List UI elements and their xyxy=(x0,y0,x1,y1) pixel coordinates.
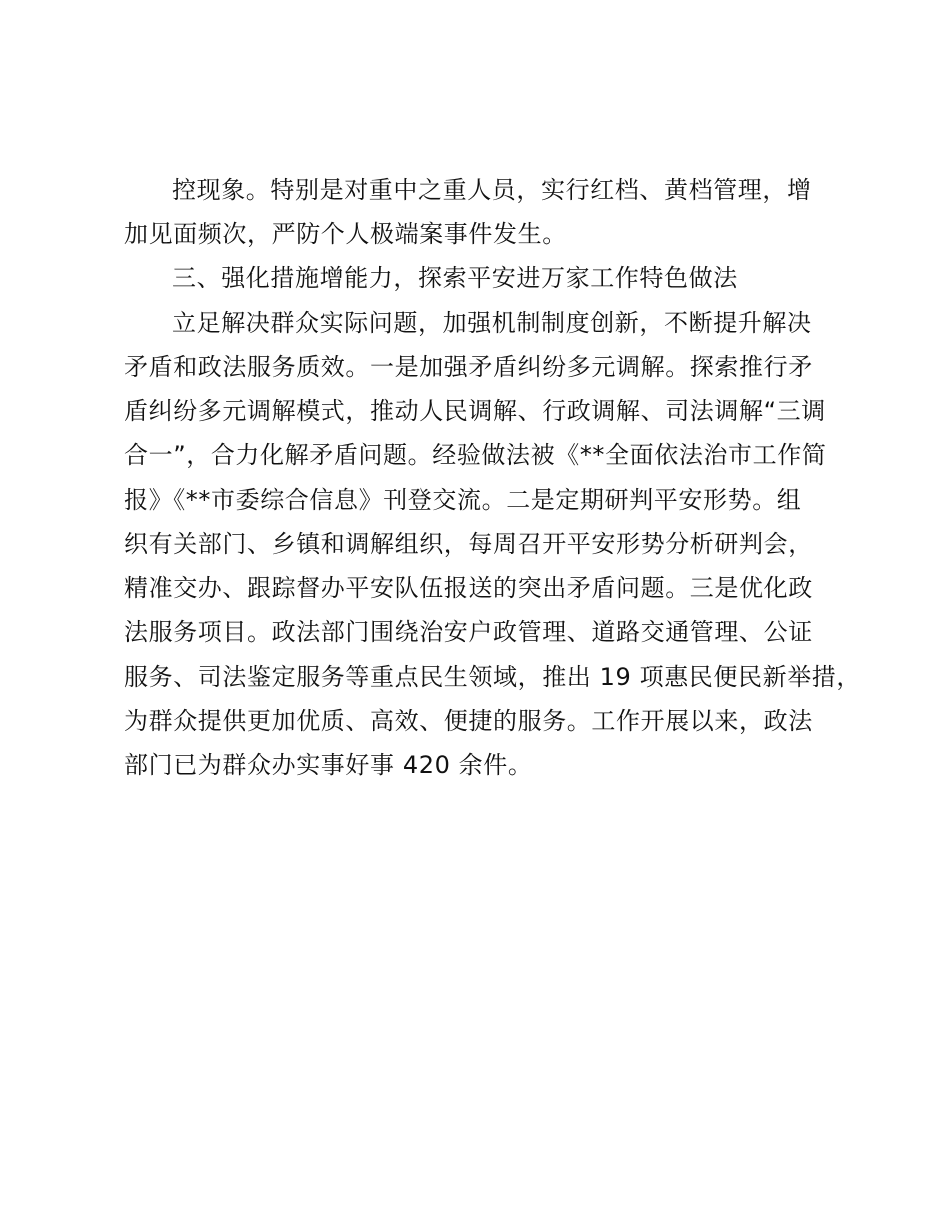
paragraph-line: 合一”，合力化解矛盾问题。经验做法被《**全面依法治市工作简 xyxy=(124,441,827,469)
paragraph-line: 盾纠纷多元调解模式，推动人民调解、行政调解、司法调解“三调 xyxy=(124,397,826,425)
paragraph-line: 控现象。特别是对重中之重人员，实行红档、黄档管理，增 xyxy=(172,176,812,204)
paragraph-line: 织有关部门、乡镇和调解组织，每周召开平安形势分析研判会， xyxy=(124,530,813,558)
paragraph-line: 精准交办、跟踪督办平安队伍报送的突出矛盾问题。三是优化政 xyxy=(124,574,813,602)
section-heading: 三、强化措施增能力，探索平安进万家工作特色做法 xyxy=(172,264,738,292)
paragraph-line: 为群众提供更加优质、高效、便捷的服务。工作开展以来，政法 xyxy=(124,707,813,735)
paragraph-line: 加见面频次，严防个人极端案事件发生。 xyxy=(124,220,567,248)
paragraph-line: 报》《**市委综合信息》刊登交流。二是定期研判平安形势。组 xyxy=(124,486,802,514)
paragraph-line: 矛盾和政法服务质效。一是加强矛盾纠纷多元调解。探索推行矛 xyxy=(124,353,813,381)
paragraph-line: 立足解决群众实际问题，加强机制制度创新，不断提升解决 xyxy=(172,309,812,337)
paragraph-line: 法服务项目。政法部门围绕治安户政管理、道路交通管理、公证 xyxy=(124,618,813,646)
paragraph-line: 部门已为群众办实事好事 420 余件。 xyxy=(124,751,533,779)
paragraph-line: 服务、司法鉴定服务等重点民生领域，推出 19 项惠民便民新举措， xyxy=(124,663,861,691)
